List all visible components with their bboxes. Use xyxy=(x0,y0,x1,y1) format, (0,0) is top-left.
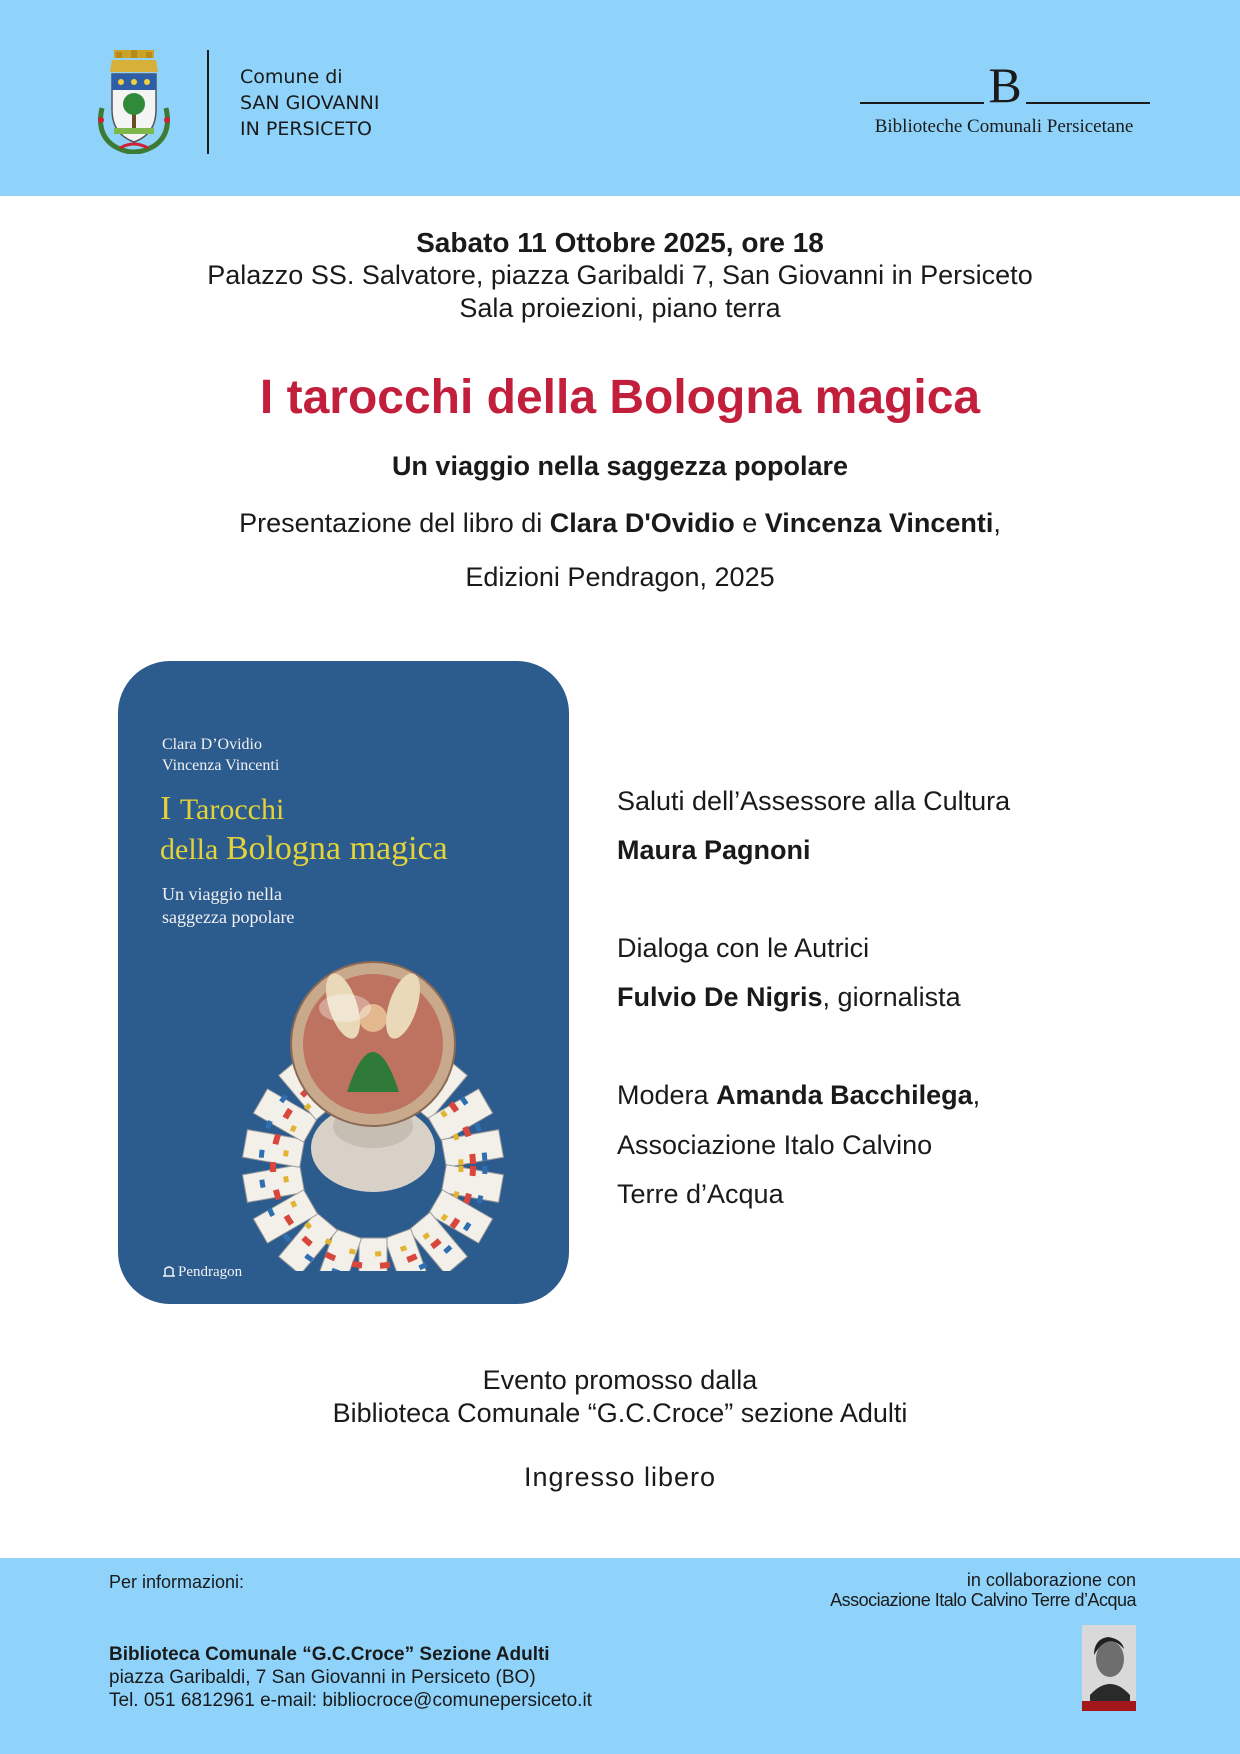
moderator-name: Amanda Bacchilega xyxy=(716,1080,973,1110)
calvino-portrait-image xyxy=(1082,1625,1136,1711)
greeting-name-bold: Maura Pagnoni xyxy=(617,835,811,865)
presentation-prefix: Presentazione del libro di xyxy=(239,508,550,538)
cover-title-i: I xyxy=(160,790,180,827)
greeting-label: Saluti dell’Assessore alla Cultura xyxy=(617,786,1011,816)
cover-author-2: Vincenza Vincenti xyxy=(162,757,280,774)
cover-subtitle-line-1: Un viaggio nella xyxy=(162,884,282,904)
cover-title-word-1: Tarocchi xyxy=(179,793,285,826)
cover-title xyxy=(160,789,448,869)
library-logo-name: Biblioteche Comunali Persicetane xyxy=(874,116,1134,137)
cover-title-della: della xyxy=(160,833,226,866)
event-date: Sabato 11 Ottobre 2025, ore 18 xyxy=(416,227,824,258)
library-logo-rule-right xyxy=(1026,102,1150,104)
moderator-prefix: Modera xyxy=(617,1080,717,1110)
moderator-line xyxy=(617,1080,980,1111)
author-1: Clara D'Ovidio xyxy=(549,508,735,538)
event-room: Sala proiezioni, piano terra xyxy=(459,293,781,323)
moderator-suffix: , xyxy=(972,1080,981,1110)
event-venue: Palazzo SS. Salvatore, piazza Garibaldi 7, San Giovanni in Persiceto xyxy=(207,260,1033,290)
footer-library-name: Biblioteca Comunale “G.C.Croce” Sezione Adulti xyxy=(109,1644,550,1665)
comune-line-3: IN PERSICETO xyxy=(240,118,373,140)
dialogue-label: Dialoga con le Autrici xyxy=(617,933,870,963)
dialogue-role: , giornalista xyxy=(822,982,961,1012)
collaboration xyxy=(780,1570,1136,1610)
cover-author-1: Clara D’Ovidio xyxy=(162,736,262,753)
header-divider xyxy=(207,50,209,154)
crystal-ball-tarot-image xyxy=(223,916,569,1271)
greeting-name xyxy=(617,835,811,866)
library-logo-letter: B xyxy=(988,57,1022,113)
book-cover xyxy=(118,661,569,1304)
book-presentation-line xyxy=(0,508,1240,539)
book-publisher: Edizioni Pendragon, 2025 xyxy=(465,562,775,592)
cover-title-word-2: Bologna magica xyxy=(225,830,448,867)
municipal-crest-icon xyxy=(92,48,176,154)
event-title: I tarocchi della Bologna magica xyxy=(259,371,981,424)
cover-subtitle-line-2: saggezza popolare xyxy=(162,907,295,927)
dialogue-line xyxy=(617,982,961,1013)
comune-logo-text xyxy=(240,64,379,142)
library-logo xyxy=(858,57,1150,148)
library-logo-rule-left xyxy=(860,102,984,104)
presentation-suffix: , xyxy=(993,508,1001,538)
comune-line-2: SAN GIOVANNI xyxy=(240,92,380,114)
library-contact-block xyxy=(109,1643,592,1712)
association-line-2: Terre d’Acqua xyxy=(617,1179,784,1209)
cover-authors xyxy=(162,734,279,776)
cover-publisher-name: Pendragon xyxy=(178,1264,243,1280)
author-2: Vincenza Vincenti xyxy=(764,508,994,538)
promotion-line-2: Biblioteca Comunale “G.C.Croce” sezione Adulti xyxy=(332,1398,908,1428)
cover-publisher xyxy=(162,1264,242,1281)
presentation-and: e xyxy=(734,508,765,538)
promotion-line-1: Evento promosso dalla xyxy=(482,1365,758,1395)
footer-contacts: Tel. 051 6812961 e-mail: bibliocroce@comunepersiceto.it xyxy=(109,1690,592,1711)
header-band xyxy=(0,0,1240,196)
collaboration-line-1: in collaborazione con xyxy=(966,1570,1136,1590)
pendragon-logo-icon xyxy=(162,1265,176,1277)
dialogue-name: Fulvio De Nigris xyxy=(617,982,823,1012)
footer-address: piazza Garibaldi, 7 San Giovanni in Persiceto (BO) xyxy=(109,1667,536,1688)
association-line-1: Associazione Italo Calvino xyxy=(617,1130,933,1160)
event-subtitle: Un viaggio nella saggezza popolare xyxy=(391,451,849,481)
collaboration-line-2: Associazione Italo Calvino Terre d’Acqua xyxy=(830,1590,1136,1610)
comune-line-1: Comune di xyxy=(240,66,343,88)
free-entry: Ingresso libero xyxy=(523,1462,717,1492)
info-label: Per informazioni: xyxy=(109,1572,245,1592)
